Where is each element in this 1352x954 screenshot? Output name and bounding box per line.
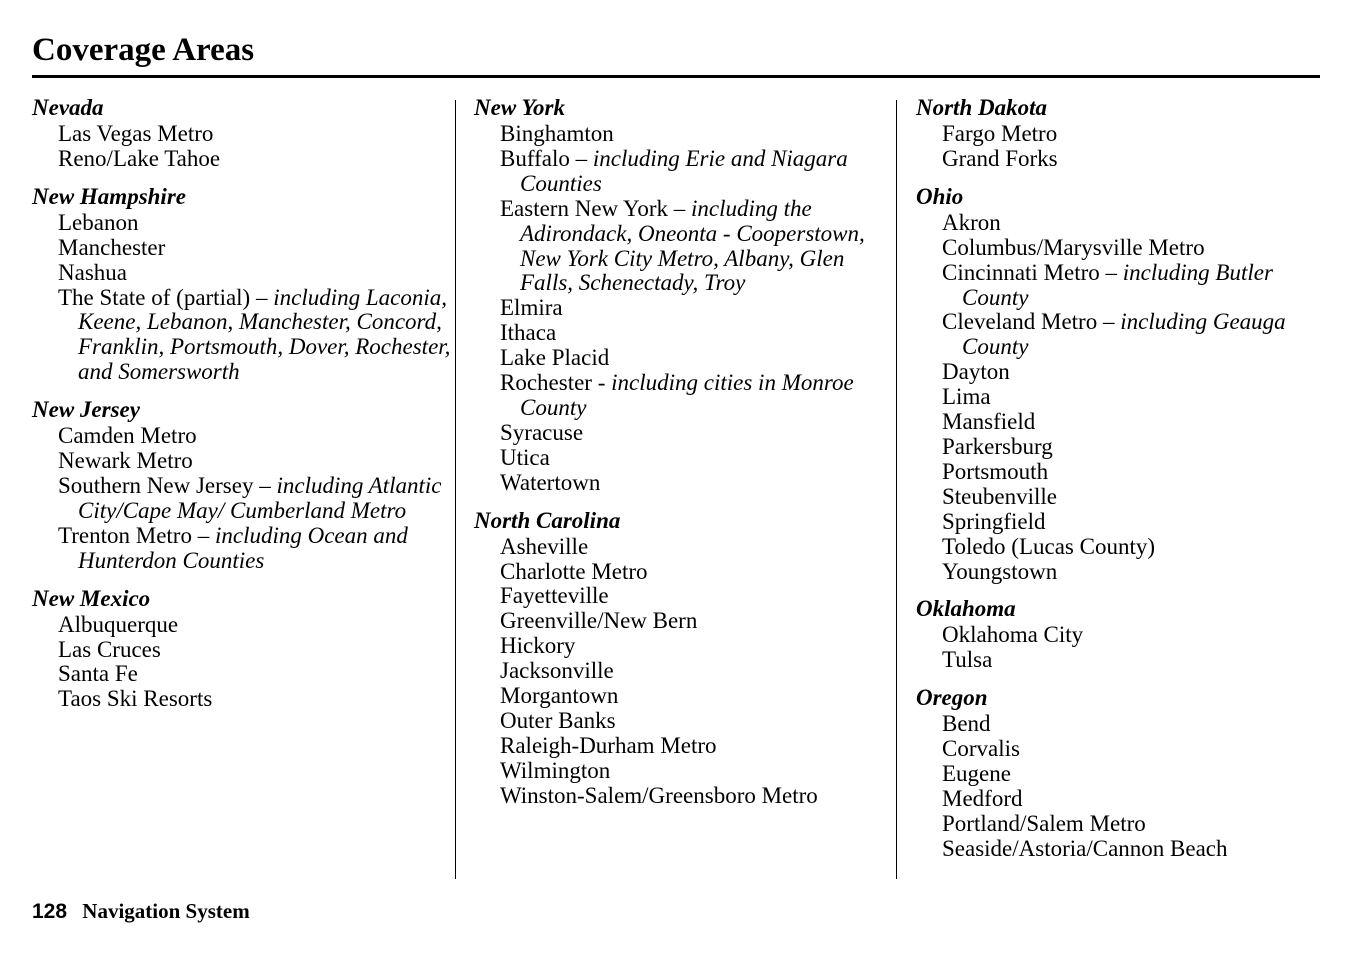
coverage-entry [916, 648, 1326, 673]
city-name: Reno/Lake Tahoe [58, 145, 221, 171]
city-name: Eugene [942, 761, 1011, 787]
city-name: Steubenville [942, 483, 1057, 509]
city-name: Utica [500, 444, 550, 470]
coverage-entry [474, 560, 884, 585]
coverage-note: including Atlantic City/Cape May/ Cumberland Metro [78, 472, 442, 523]
coverage-entry [32, 147, 452, 172]
city-name: Asheville [500, 533, 589, 559]
city-name: Binghamton [500, 121, 614, 146]
city-name: Bend [942, 711, 991, 737]
coverage-entry [32, 261, 452, 286]
coverage-entry [474, 296, 884, 321]
entry-separator: – [191, 522, 215, 548]
city-name: Grand Forks [942, 145, 1058, 171]
coverage-entry [916, 360, 1326, 385]
state-heading: Nevada [32, 95, 104, 120]
page-footer [32, 898, 250, 925]
city-name: Ithaca [500, 320, 557, 346]
state-heading: New Hampshire [32, 183, 186, 209]
coverage-entry [32, 211, 452, 236]
city-name: Buffalo [500, 145, 570, 171]
city-name: Southern New Jersey [58, 472, 254, 498]
coverage-entry [916, 385, 1326, 410]
coverage-note: including Laconia, Keene, Lebanon, Manchester, Concord, Franklin, Portsmouth, Dover, Rochester, and Somersworth [78, 284, 451, 385]
city-name: Nashua [58, 259, 127, 285]
city-name: Lima [942, 384, 991, 410]
coverage-entry [474, 759, 884, 784]
city-name: Portland/Salem Metro [942, 810, 1146, 836]
entry-separator: – [569, 145, 593, 171]
coverage-note: including Ocean and Hunterdon Counties [78, 522, 408, 573]
coverage-entry [474, 122, 884, 147]
entry-separator: – [250, 284, 274, 310]
city-name: Greenville/New Bern [500, 608, 698, 634]
coverage-entry [32, 122, 452, 147]
coverage-entry [474, 535, 884, 560]
coverage-entry [32, 236, 452, 261]
column-3 [916, 94, 1326, 873]
city-name: The State of (partial) [58, 284, 251, 310]
coverage-entry [32, 286, 452, 386]
city-name: Cleveland Metro [942, 309, 1098, 335]
coverage-entry [32, 449, 452, 474]
city-name: Jacksonville [500, 658, 614, 684]
column-divider [896, 100, 897, 879]
coverage-entry [474, 659, 884, 684]
state-heading: New Mexico [32, 585, 151, 611]
city-name: Oklahoma City [942, 622, 1084, 648]
coverage-entry [916, 236, 1326, 261]
city-name: Santa Fe [58, 661, 138, 687]
city-name: Watertown [500, 469, 601, 495]
coverage-entry [916, 712, 1326, 737]
state-heading: New York [474, 95, 565, 120]
coverage-entry [32, 638, 452, 663]
coverage-entry [474, 584, 884, 609]
coverage-entry [474, 709, 884, 734]
coverage-entry [32, 613, 452, 638]
entry-separator: – [1097, 309, 1121, 335]
coverage-entry [916, 485, 1326, 510]
state-heading: Oklahoma [916, 596, 1016, 622]
coverage-entry [916, 623, 1326, 648]
city-name: Hickory [500, 633, 576, 659]
entry-separator: - [591, 370, 612, 396]
state-section [32, 396, 452, 573]
coverage-entry [32, 662, 452, 687]
coverage-entry [474, 734, 884, 759]
coverage-entry [474, 321, 884, 346]
city-name: Camden Metro [58, 423, 197, 449]
coverage-entry [32, 474, 452, 524]
coverage-entry [916, 560, 1326, 585]
city-name: Columbus/Marysville Metro [942, 234, 1205, 260]
city-name: Fayetteville [500, 583, 609, 609]
city-name: Syracuse [500, 419, 584, 445]
coverage-entry [916, 535, 1326, 560]
city-name: Akron [942, 209, 1001, 235]
city-name: Parkersburg [942, 433, 1053, 459]
coverage-note: including cities in Monroe County [520, 370, 854, 420]
coverage-entry [474, 684, 884, 709]
coverage-entry [916, 460, 1326, 485]
coverage-entry [474, 371, 884, 421]
city-name: Wilmington [500, 757, 611, 783]
city-name: Lebanon [58, 209, 139, 235]
city-name: Las Cruces [58, 636, 161, 662]
city-name: Charlotte Metro [500, 558, 648, 584]
coverage-entry [916, 510, 1326, 535]
city-name: Portsmouth [942, 458, 1049, 484]
coverage-entry [916, 122, 1326, 147]
coverage-entry [916, 310, 1326, 360]
coverage-entry [916, 435, 1326, 460]
coverage-entry [474, 346, 884, 371]
coverage-entry [474, 634, 884, 659]
city-name: Cincinnati Metro [942, 259, 1100, 285]
state-section [474, 507, 884, 809]
city-name: Outer Banks [500, 707, 616, 733]
state-section [474, 94, 884, 496]
coverage-entry [916, 147, 1326, 172]
page-number: 128 [32, 900, 68, 923]
coverage-entry [916, 762, 1326, 787]
coverage-entry [916, 812, 1326, 837]
city-name: Trenton Metro [58, 522, 192, 548]
state-heading: North Carolina [474, 507, 621, 533]
coverage-entry [916, 787, 1326, 812]
city-name: Manchester [58, 234, 166, 260]
state-section [916, 684, 1326, 861]
city-name: Toledo (Lucas County) [942, 533, 1156, 559]
column-1 [32, 94, 452, 723]
coverage-entry [474, 609, 884, 634]
state-section [32, 585, 452, 713]
city-name: Las Vegas Metro [58, 121, 214, 146]
city-name: Seaside/Astoria/Cannon Beach [942, 835, 1228, 861]
city-name: Morgantown [500, 683, 619, 709]
city-name: Taos Ski Resorts [58, 686, 213, 712]
coverage-entry [916, 261, 1326, 311]
coverage-note: including Butler County [962, 259, 1273, 310]
city-name: Raleigh-Durham Metro [500, 732, 717, 758]
column-divider [455, 100, 456, 879]
coverage-entry [32, 524, 452, 574]
coverage-entry [916, 410, 1326, 435]
state-section [32, 183, 452, 385]
city-name: Mansfield [942, 409, 1036, 435]
footer-label: Navigation System [82, 899, 250, 923]
coverage-note: including the Adirondack, Oneonta - Cooperstown, New York City Metro, Albany, Glen Falls, Schenectady, Troy [520, 195, 865, 296]
city-name: Elmira [500, 295, 563, 321]
city-name: Albuquerque [58, 611, 179, 637]
city-name: Dayton [942, 359, 1010, 385]
coverage-entry [916, 837, 1326, 862]
title-rule [32, 75, 1320, 78]
city-name: Eastern New York [500, 195, 669, 221]
coverage-entry [474, 784, 884, 809]
city-name: Medford [942, 785, 1023, 811]
entry-separator: – [1099, 259, 1123, 285]
coverage-note: including Erie and Niagara Counties [520, 145, 848, 196]
state-heading: New Jersey [32, 397, 140, 423]
coverage-entry [916, 737, 1326, 762]
coverage-entry [32, 424, 452, 449]
city-name: Winston-Salem/Greensboro Metro [500, 782, 818, 808]
state-heading: Ohio [916, 183, 964, 209]
city-name: Newark Metro [58, 448, 193, 474]
entry-separator: – [253, 472, 277, 498]
state-section [32, 94, 452, 172]
coverage-entry [32, 687, 452, 712]
coverage-entry [916, 211, 1326, 236]
city-name: Youngstown [942, 558, 1058, 584]
state-heading: North Dakota [916, 95, 1047, 120]
city-name: Tulsa [942, 647, 993, 673]
coverage-entry [474, 147, 884, 197]
city-name: Corvalis [942, 736, 1020, 762]
state-section [916, 595, 1326, 673]
coverage-entry [474, 197, 884, 297]
state-section [916, 94, 1326, 172]
coverage-entry [474, 421, 884, 446]
coverage-entry [474, 446, 884, 471]
city-name: Rochester [500, 370, 592, 396]
column-2 [474, 94, 884, 820]
coverage-entry [474, 471, 884, 496]
entry-separator: – [668, 195, 692, 221]
city-name: Fargo Metro [942, 121, 1058, 146]
state-section [916, 183, 1326, 585]
state-heading: Oregon [916, 685, 988, 711]
coverage-note: including Geauga County [962, 309, 1286, 360]
page-title: Coverage Areas [32, 32, 255, 68]
city-name: Springfield [942, 508, 1046, 534]
city-name: Lake Placid [500, 345, 610, 371]
